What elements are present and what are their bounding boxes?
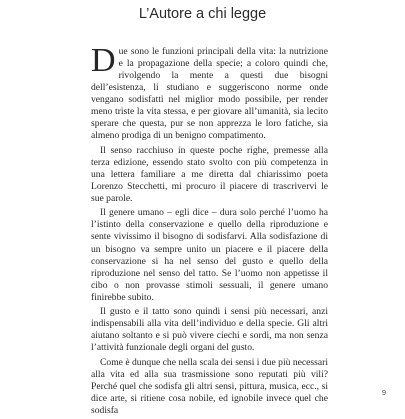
page-number: 9 <box>381 388 386 397</box>
drop-cap: D <box>91 42 116 79</box>
paragraph-2: Il senso racchiuso in queste poche righe, premesse alla terza edizione, essendo stato svolto con più competenza in una lettera familiare a me diretta dal chiarissimo poeta Lorenzo Stecchetti, mi procuro il piacere di trascrivervi le sue parole. <box>91 144 328 204</box>
paragraph-4: Il gusto e il tatto sono quindi i sensi più necessari, anzi indispensabili alla vita dell’individuo e della specie. Gli altri aiutano soltanto e si può vivere ciechi e sordi, ma non senza l’attività funzionale degli organi del gusto. <box>91 306 328 354</box>
paragraph-3: Il genere umano – egli dice – dura solo perché l’uomo ha l’istinto della conservazione e quello della riproduzione e sente vivissimo il bisogno di sodisfarvi. Alla sodisfazione di un bisogno va sempre unito un piacere e il piacere della conservazione si ha nel senso del gusto e quello della riproduzione nel senso del tatto. Se l’uomo non appetisse il cibo o non provasse stimoli sessuali, il genere umano finirebbe subito. <box>91 207 328 303</box>
paragraph-5: Come è dunque che nella scala dei sensi i due più necessari alla vita ed alla sua trasmissione sono reputati più vili? Perché quel che sodisfa gli altri sensi, pittura, musica, ecc., si dice arte, si ritiene cosa nobile, ed ignobile invece quel che sodisfa <box>91 356 328 416</box>
body-text <box>91 42 328 419</box>
paragraph-1-text: ue sono le funzioni principali della vita: la nutrizione e la propagazione della specie; a coloro quindi che, rivolgendo la mente a questi due bisogni dell’esistenza, li studiano e suggeriscono norme onde vengano sodisfatti nel miglior modo possibile, per render meno triste la vita stessa, e per giovare all’umanità, sia lecito sperare che questa, pur se non apprezza le loro fatiche, sia almeno prodiga di un benigno compatimento. <box>91 46 328 142</box>
paragraph-1 <box>91 42 328 142</box>
page-title: L’Autore a chi legge <box>138 6 267 22</box>
